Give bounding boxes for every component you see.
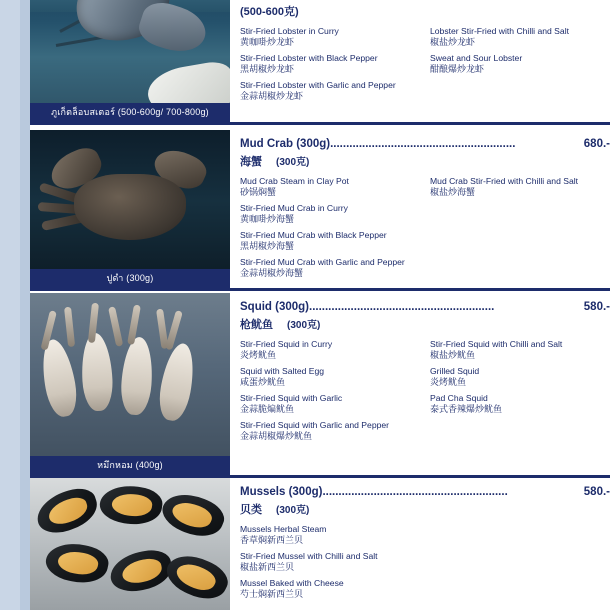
mussels-title-row <box>240 486 610 500</box>
menu-section-lobster <box>30 0 610 125</box>
title-cn-weight: (300克) <box>276 157 310 168</box>
item-en: Stir-Fried Lobster with Garlic and Pepper <box>240 80 396 90</box>
mussels-title-cn <box>240 501 610 517</box>
item-en: Pad Cha Squid <box>430 393 488 403</box>
title-cn-text: 海蟹 <box>240 156 262 168</box>
item-en: Mussel Baked with Cheese <box>240 578 344 588</box>
list-item <box>430 176 610 198</box>
item-en: Squid with Salted Egg <box>240 366 325 376</box>
leader-dots: .......................................................... <box>309 301 495 313</box>
item-cn: 金蒜胡椒炒海蟹 <box>240 268 304 278</box>
mud-crab-photo <box>30 130 230 288</box>
menu-section-mussels <box>30 478 610 610</box>
item-en: Stir-Fried Squid with Garlic and Pepper <box>240 420 390 430</box>
lobster-photo <box>30 0 230 122</box>
item-cn: 炎烤鱿鱼 <box>240 350 277 360</box>
mud-crab-items-right <box>430 176 610 203</box>
title-cn-weight: (300克) <box>276 505 310 516</box>
item-cn: 黑胡椒炒海蟹 <box>240 241 295 251</box>
mud-crab-items-left <box>240 176 425 284</box>
title-cn-text: 贝类 <box>240 504 262 516</box>
list-item <box>240 339 425 361</box>
list-item <box>430 393 610 415</box>
menu-section-mud-crab <box>30 130 610 295</box>
item-cn: 椒盐炒鱿鱼 <box>430 350 476 360</box>
mud-crab-photo-caption: ปูดำ (300g) <box>30 269 230 288</box>
item-cn: 泰式香辣爆炒鱿鱼 <box>430 404 503 414</box>
item-cn: 椒盐新西兰贝 <box>240 562 295 572</box>
list-item <box>240 393 425 415</box>
list-item <box>240 80 425 102</box>
item-en: Stir-Fried Mud Crab with Garlic and Pepper <box>240 257 405 267</box>
list-item <box>240 203 425 225</box>
item-en: Grilled Squid <box>430 366 480 376</box>
item-cn: 黑胡椒炒龙虾 <box>240 64 295 74</box>
item-en: Stir-Fried Mussel with Chilli and Salt <box>240 551 378 561</box>
squid-text-block <box>240 301 610 459</box>
squid-photo <box>30 293 230 475</box>
item-en: Stir-Fried Squid with Garlic <box>240 393 343 403</box>
price-label: 580.- <box>583 486 610 498</box>
leader-dots: .......................................................... <box>330 138 516 150</box>
item-cn: 酣酿爆炒龙虾 <box>430 64 485 74</box>
lobster-items-left <box>240 26 425 107</box>
mussels-text-block <box>240 486 610 610</box>
leader-dots: .......................................................... <box>322 486 508 498</box>
page-left-edge-strip <box>0 0 30 610</box>
item-cn: 椒盐炒海蟹 <box>430 187 476 197</box>
squid-items-left <box>240 339 425 447</box>
item-cn: 砂锅焖蟹 <box>240 187 277 197</box>
section-divider <box>30 122 610 125</box>
price-label: 680.- <box>583 138 610 150</box>
list-item <box>430 53 610 75</box>
page-left-edge-inner <box>20 0 30 610</box>
mussels-items-left <box>240 524 425 605</box>
section-divider <box>30 288 610 291</box>
list-item <box>240 176 425 198</box>
item-en: Sweat and Sour Lobster <box>430 53 523 63</box>
mud-crab-text-block <box>240 138 610 286</box>
squid-photo-caption: หมึกหอม (400g) <box>30 456 230 475</box>
lobster-items-right <box>430 26 610 80</box>
squid-items-right <box>430 339 610 420</box>
mud-crab-title-cn <box>240 153 610 169</box>
item-en: Stir-Fried Squid with Chilli and Salt <box>430 339 563 349</box>
squid-title-cn <box>240 316 610 332</box>
item-cn: 香草焖新西兰贝 <box>240 535 304 545</box>
list-item <box>240 53 425 75</box>
item-en: Stir-Fried Lobster with Black Pepper <box>240 53 378 63</box>
item-cn: 金蒜胡椒炒龙虾 <box>240 91 304 101</box>
item-en: Mussels Herbal Steam <box>240 524 327 534</box>
page-title: Squid (300g) <box>240 301 310 313</box>
item-cn: 黄咖啩炒龙虾 <box>240 37 295 47</box>
list-item <box>240 524 425 546</box>
item-en: Mud Crab Stir-Fried with Chilli and Salt <box>430 176 579 186</box>
list-item <box>240 26 425 48</box>
title-cn-weight: (300克) <box>287 320 321 331</box>
item-en: Stir-Fried Mud Crab with Black Pepper <box>240 230 387 240</box>
item-cn: 芍士焖新西兰贝 <box>240 589 304 599</box>
item-en: Mud Crab Steam in Clay Pot <box>240 176 349 186</box>
item-en: Lobster Stir-Fried with Chilli and Salt <box>430 26 569 36</box>
item-cn: 椒盐炒龙虾 <box>430 37 476 47</box>
lobster-text-block <box>240 2 610 122</box>
mussels-photo <box>30 478 230 610</box>
item-en: Stir-Fried Lobster in Curry <box>240 26 339 36</box>
list-item <box>240 257 425 279</box>
list-item <box>430 26 610 48</box>
page-title: Mud Crab (300g) <box>240 138 331 150</box>
item-en: Stir-Fried Squid in Curry <box>240 339 333 349</box>
list-item <box>430 366 610 388</box>
list-item <box>240 420 425 442</box>
squid-title-row <box>240 301 610 315</box>
title-cn-text: 枪鱿鱼 <box>240 319 273 331</box>
list-item <box>430 339 610 361</box>
menu-section-squid <box>30 293 610 478</box>
lobster-weight-label: (500-600克) <box>240 6 299 18</box>
list-item <box>240 230 425 252</box>
item-cn: 炎烤鱿鱼 <box>430 377 467 387</box>
item-cn: 金蒜胡椒爆炒鱿鱼 <box>240 431 313 441</box>
item-cn: 黄咖啩炒海蟹 <box>240 214 295 224</box>
item-cn: 咸蛋炒鱿鱼 <box>240 377 286 387</box>
list-item <box>240 366 425 388</box>
page-title: Mussels (300g) <box>240 486 323 498</box>
price-label: 580.- <box>583 301 610 313</box>
mud-crab-title-row <box>240 138 610 152</box>
list-item <box>240 578 425 600</box>
item-en: Stir-Fried Mud Crab in Curry <box>240 203 348 213</box>
lobster-photo-caption: ภูเก็ตล็อบสเตอร์ (500-600g/ 700-800g) <box>30 103 230 122</box>
item-cn: 金蒜脆煸鱿鱼 <box>240 404 295 414</box>
list-item <box>240 551 425 573</box>
